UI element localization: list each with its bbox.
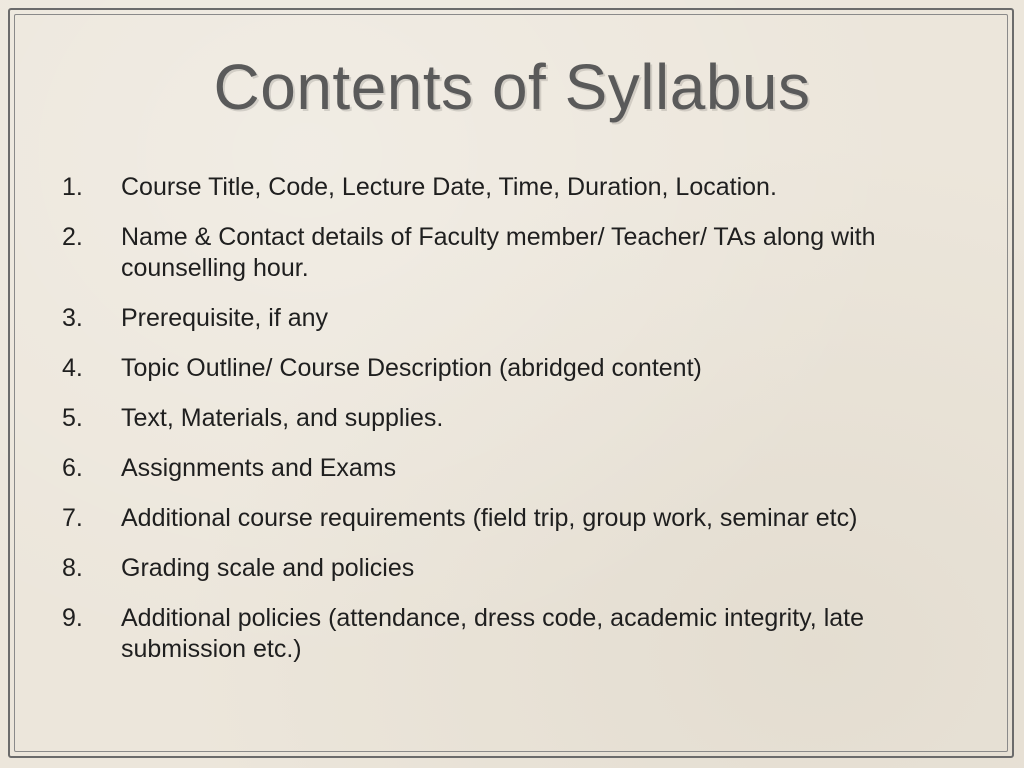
list-item-number: 7.: [62, 504, 83, 532]
list-item-text: Prerequisite, if any: [121, 304, 329, 332]
list-item: [62, 172, 972, 203]
list-item-number: 4.: [62, 354, 83, 382]
list-item-text: Additional course requirements (field trip, group work, seminar etc): [121, 504, 858, 532]
list-item-text: Topic Outline/ Course Description (abridged content): [121, 354, 702, 382]
list-item-number: 9.: [62, 604, 83, 632]
list-item-text: Course Title, Code, Lecture Date, Time, Duration, Location.: [121, 173, 777, 201]
list-item-text: Grading scale and policies: [121, 554, 415, 582]
list-item: [62, 503, 972, 534]
list-item-number: 2.: [62, 223, 83, 251]
list-item: [62, 553, 972, 584]
list-item-number: 8.: [62, 554, 83, 582]
list-item: [62, 222, 972, 284]
list-item-text: Text, Materials, and supplies.: [121, 404, 444, 432]
list-item: [62, 603, 972, 665]
list-item-text: Additional policies (attendance, dress code, academic integrity, late submission etc.): [121, 604, 865, 663]
list-item: [62, 453, 972, 484]
list-item-number: 1.: [62, 173, 83, 201]
list-item: [62, 303, 972, 334]
list-item: [62, 353, 972, 384]
syllabus-list: [62, 172, 972, 684]
list-item-text: Assignments and Exams: [121, 454, 397, 482]
list-item-number: 5.: [62, 404, 83, 432]
list-item-number: 6.: [62, 454, 83, 482]
list-item-number: 3.: [62, 304, 83, 332]
slide-title: Contents of Syllabus: [213, 51, 811, 123]
list-item: [62, 403, 972, 434]
list-item-text: Name & Contact details of Faculty member/ Teacher/ TAs along with counselling hour.: [121, 223, 876, 282]
